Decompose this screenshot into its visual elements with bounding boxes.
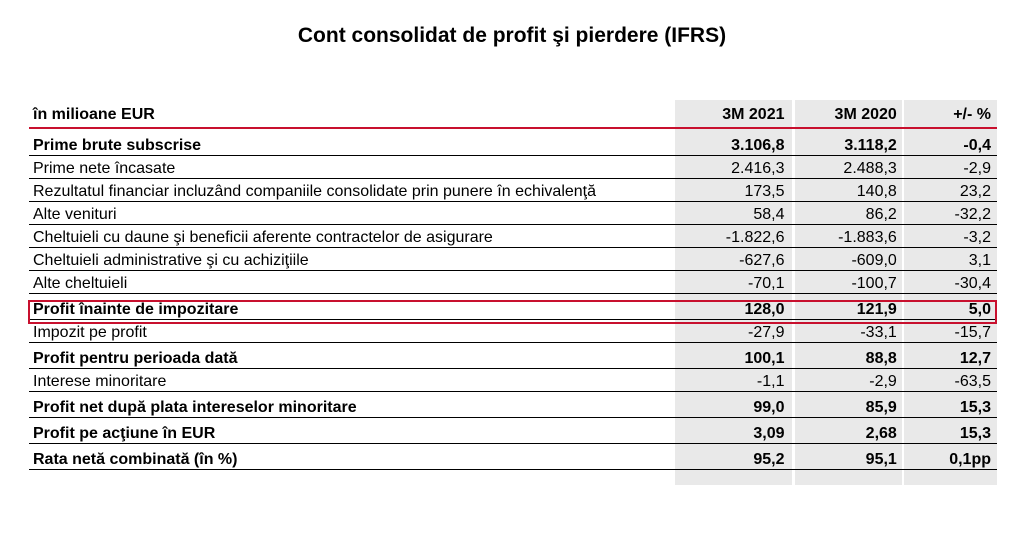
row-value-2020: 95,1 <box>788 444 900 470</box>
table-row <box>29 156 997 179</box>
row-value-2021: -1.822,6 <box>674 225 788 248</box>
row-value-change: 3,1 <box>901 248 997 271</box>
row-value-change: -30,4 <box>901 271 997 294</box>
table-row <box>29 225 997 248</box>
table-row <box>29 343 997 369</box>
table-row <box>29 202 997 225</box>
table-row <box>29 320 997 343</box>
row-value-change: -32,2 <box>901 202 997 225</box>
row-value-change: 15,3 <box>901 392 997 418</box>
header-label: în milioane EUR <box>29 100 674 128</box>
row-value-2020: 88,8 <box>788 343 900 369</box>
row-value-2021: -27,9 <box>674 320 788 343</box>
row-value-2020: 2.488,3 <box>788 156 900 179</box>
row-value-change: 5,0 <box>901 294 997 320</box>
row-value-2020: 86,2 <box>788 202 900 225</box>
row-label: Profit net după plata intereselor minoritare <box>29 392 674 418</box>
row-value-2021: 2.416,3 <box>674 156 788 179</box>
row-label: Alte venituri <box>29 202 674 225</box>
row-value-2021: 58,4 <box>674 202 788 225</box>
row-label: Prime brute subscrise <box>29 128 674 156</box>
row-value-2021: -627,6 <box>674 248 788 271</box>
row-label: Impozit pe profit <box>29 320 674 343</box>
row-label: Cheltuieli administrative şi cu achiziţiile <box>29 248 674 271</box>
row-value-change: -15,7 <box>901 320 997 343</box>
table-row-highlighted <box>29 294 997 320</box>
row-value-2020: -33,1 <box>788 320 900 343</box>
row-value-2020: 2,68 <box>788 418 900 444</box>
table-row <box>29 369 997 392</box>
row-value-2021: -70,1 <box>674 271 788 294</box>
row-value-2020: 121,9 <box>788 294 900 320</box>
row-label: Prime nete încasate <box>29 156 674 179</box>
row-value-change: 0,1pp <box>901 444 997 470</box>
row-value-2020: -100,7 <box>788 271 900 294</box>
row-value-change: -3,2 <box>901 225 997 248</box>
row-value-2020: 85,9 <box>788 392 900 418</box>
table-row <box>29 271 997 294</box>
row-value-2021: 128,0 <box>674 294 788 320</box>
row-label: Rezultatul financiar incluzând companiile consolidate prin punere în echivalenţă <box>29 179 674 202</box>
row-value-2021: 99,0 <box>674 392 788 418</box>
row-value-change: -63,5 <box>901 369 997 392</box>
row-value-2020: 140,8 <box>788 179 900 202</box>
row-value-change: 15,3 <box>901 418 997 444</box>
table-row <box>29 128 997 156</box>
row-value-2021: 3.106,8 <box>674 128 788 156</box>
row-value-2021: 3,09 <box>674 418 788 444</box>
table-row <box>29 179 997 202</box>
row-value-2021: 100,1 <box>674 343 788 369</box>
row-value-2020: -609,0 <box>788 248 900 271</box>
row-value-2021: 173,5 <box>674 179 788 202</box>
table-row <box>29 444 997 470</box>
row-value-change: 23,2 <box>901 179 997 202</box>
income-statement-table <box>29 100 997 470</box>
row-label: Profit înainte de impozitare <box>29 294 674 320</box>
row-value-2021: 95,2 <box>674 444 788 470</box>
table-row <box>29 418 997 444</box>
row-value-2021: -1,1 <box>674 369 788 392</box>
row-label: Profit pe acţiune în EUR <box>29 418 674 444</box>
row-label: Interese minoritare <box>29 369 674 392</box>
row-label: Profit pentru perioada dată <box>29 343 674 369</box>
row-label: Rata netă combinată (în %) <box>29 444 674 470</box>
page-title: Cont consolidat de profit şi pierdere (IFRS) <box>297 24 727 47</box>
header-3m-2021: 3M 2021 <box>674 100 788 128</box>
row-value-2020: -1.883,6 <box>788 225 900 248</box>
row-value-2020: 3.118,2 <box>788 128 900 156</box>
row-label: Alte cheltuieli <box>29 271 674 294</box>
table-row <box>29 248 997 271</box>
table-header-row <box>29 100 997 128</box>
row-value-change: -2,9 <box>901 156 997 179</box>
header-change: +/- % <box>901 100 997 128</box>
row-label: Cheltuieli cu daune şi beneficii aferente contractelor de asigurare <box>29 225 674 248</box>
row-value-change: -0,4 <box>901 128 997 156</box>
table-row <box>29 392 997 418</box>
row-value-2020: -2,9 <box>788 369 900 392</box>
header-3m-2020: 3M 2020 <box>788 100 900 128</box>
row-value-change: 12,7 <box>901 343 997 369</box>
